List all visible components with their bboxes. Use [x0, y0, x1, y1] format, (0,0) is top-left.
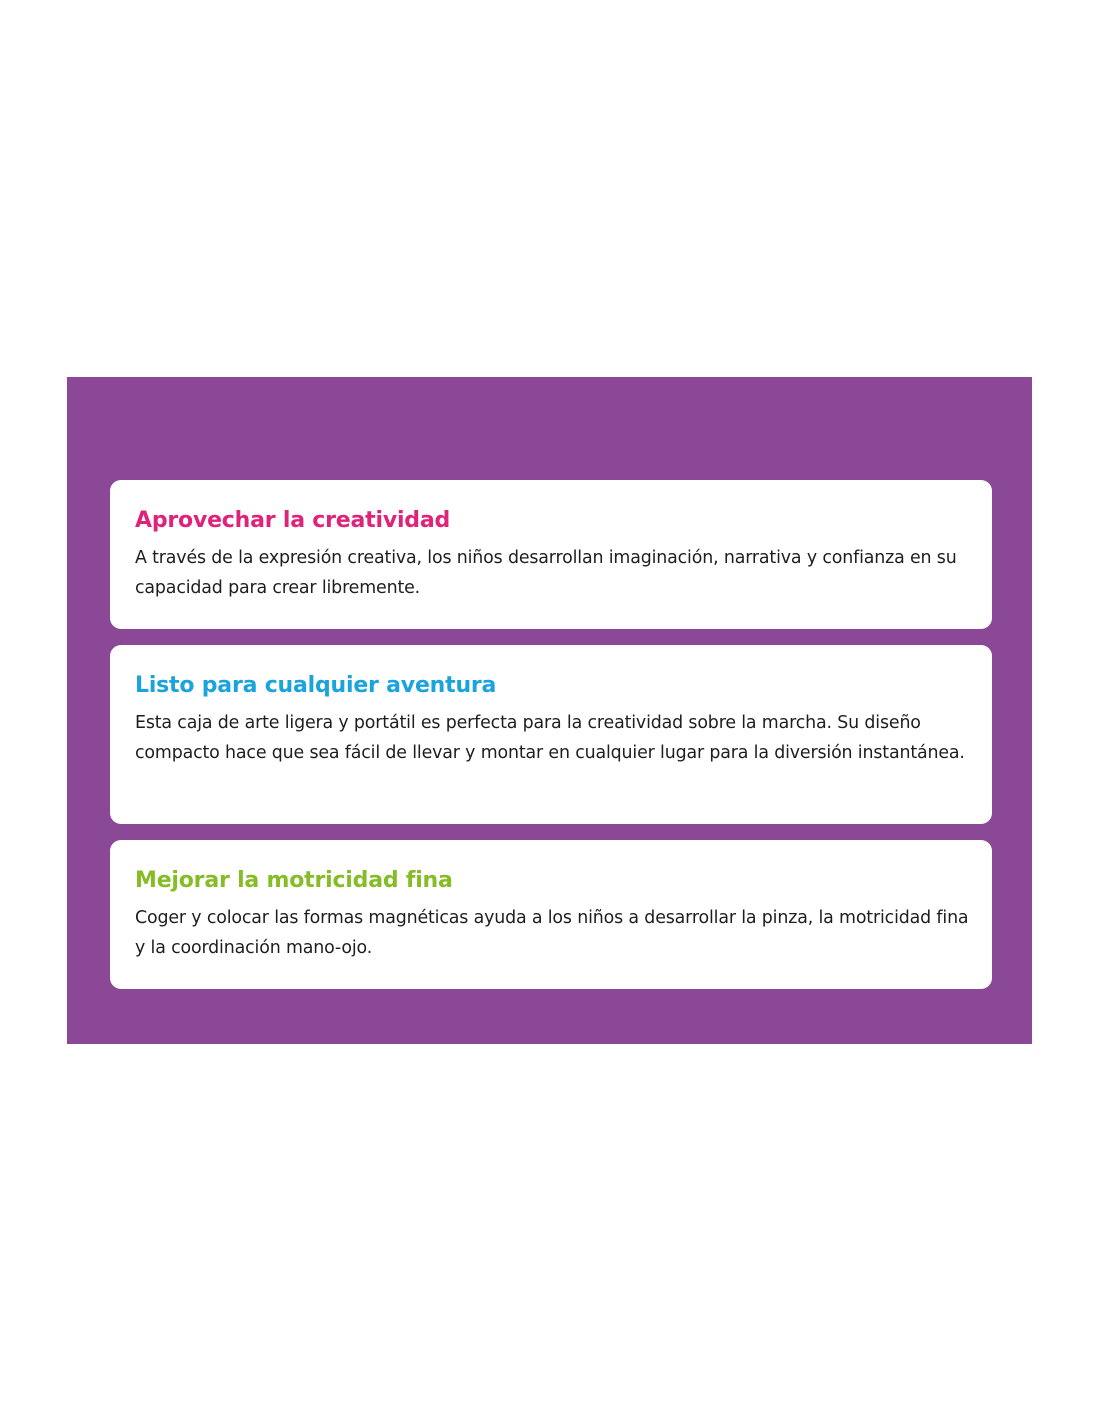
feature-title: Aprovechar la creatividad [135, 508, 451, 533]
feature-description: Coger y colocar las formas magnéticas ayuda a los niños a desarrollar la pinza, la motricidad fina y la coordinación mano-ojo. [135, 908, 969, 958]
feature-description: Esta caja de arte ligera y portátil es perfecta para la creatividad sobre la marcha. Su diseño compacto hace que sea fácil de llevar y montar en cualquier lugar para la diversión instantánea. [135, 713, 965, 763]
feature-card-adventure [110, 645, 992, 824]
feature-title: Mejorar la motricidad fina [135, 868, 453, 893]
feature-title: Listo para cualquier aventura [135, 673, 497, 698]
feature-card-creativity [110, 480, 992, 629]
feature-description: A través de la expresión creativa, los niños desarrollan imaginación, narrativa y confianza en su capacidad para crear libremente. [135, 548, 957, 598]
feature-card-motor-skills [110, 840, 992, 989]
features-panel [67, 377, 1032, 1044]
